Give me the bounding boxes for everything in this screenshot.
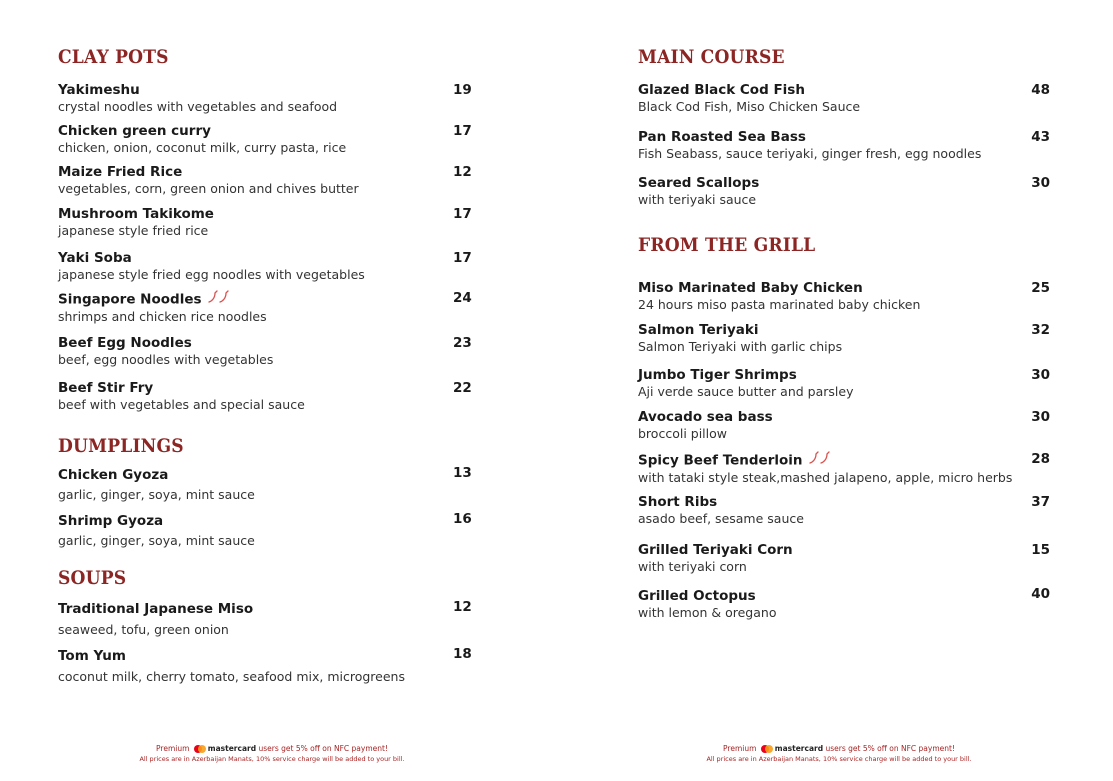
- menu-item-spicy-beef-tenderloin: [638, 451, 1058, 486]
- menu-item-miso-marinated-baby-chicken: [638, 280, 1058, 313]
- item-description: coconut milk, cherry tomato, seafood mix, microgreens: [58, 669, 405, 684]
- item-name: Tom Yum: [58, 648, 126, 664]
- menu-item-yaki-soba: [58, 250, 478, 283]
- item-description: with teriyaki corn: [638, 559, 747, 574]
- item-name: Grilled Teriyaki Corn: [638, 542, 793, 558]
- item-name: Salmon Teriyaki: [638, 322, 759, 338]
- item-price: 18: [453, 646, 472, 662]
- menu-item-short-ribs: [638, 494, 1058, 527]
- menu-item-chicken-green-curry: [58, 123, 478, 156]
- promo-line: [699, 744, 979, 754]
- brand-name: mastercard: [774, 744, 824, 753]
- item-price: 16: [453, 511, 472, 527]
- menu-item-traditional-japanese-miso: [58, 601, 478, 638]
- item-description: 24 hours miso pasta marinated baby chicken: [638, 297, 921, 312]
- item-description: Salmon Teriyaki with garlic chips: [638, 339, 843, 354]
- menu-item-glazed-black-cod-fish: [638, 82, 1058, 115]
- item-price: 23: [453, 335, 472, 351]
- menu-item-grilled-octopus: [638, 588, 1058, 621]
- item-description: asado beef, sesame sauce: [638, 511, 804, 526]
- item-price: 12: [453, 164, 472, 180]
- item-price: 25: [1031, 280, 1050, 296]
- promo-suffix: users get 5% off on NFC payment!: [825, 744, 955, 753]
- item-name: Glazed Black Cod Fish: [638, 82, 805, 98]
- promo-prefix: Premium: [723, 744, 757, 753]
- promo-suffix: users get 5% off on NFC payment!: [258, 744, 388, 753]
- menu-item-avocado-sea-bass: [638, 409, 1058, 442]
- item-price: 12: [453, 599, 472, 615]
- mastercard-logo-icon: [761, 745, 773, 753]
- item-name: Yaki Soba: [58, 250, 132, 266]
- chili-pepper-icon: [807, 451, 833, 470]
- item-name-row: [638, 451, 1058, 470]
- item-name: Jumbo Tiger Shrimps: [638, 367, 797, 383]
- menu-item-chicken-gyoza: [58, 467, 478, 503]
- item-description: shrimps and chicken rice noodles: [58, 309, 267, 324]
- section-title-from-the-grill: FROM THE GRILL: [638, 234, 816, 256]
- menu-item-mushroom-takikome: [58, 206, 478, 239]
- mastercard-logo-icon: [194, 745, 206, 753]
- item-price: 28: [1031, 451, 1050, 467]
- section-title-dumplings: DUMPLINGS: [58, 435, 184, 457]
- item-description: garlic, ginger, soya, mint sauce: [58, 487, 255, 502]
- menu-item-shrimp-gyoza: [58, 513, 478, 549]
- item-price: 17: [453, 206, 472, 222]
- menu-item-tom-yum: [58, 648, 478, 685]
- item-name: Traditional Japanese Miso: [58, 601, 254, 617]
- item-price: 19: [453, 82, 472, 98]
- promo-line: [132, 744, 412, 754]
- item-name: Miso Marinated Baby Chicken: [638, 280, 863, 296]
- item-price: 24: [453, 290, 472, 306]
- menu-item-jumbo-tiger-shrimps: [638, 367, 1058, 400]
- item-price: 17: [453, 123, 472, 139]
- menu-item-salmon-teriyaki: [638, 322, 1058, 355]
- item-description: beef, egg noodles with vegetables: [58, 352, 274, 367]
- price-note: All prices are in Azerbaijan Manats, 10% service charge will be added to your bill.: [139, 755, 405, 763]
- item-description: vegetables, corn, green onion and chives butter: [58, 181, 359, 196]
- item-description: crystal noodles with vegetables and seafood: [58, 99, 338, 114]
- price-note: All prices are in Azerbaijan Manats, 10% service charge will be added to your bill.: [706, 755, 972, 763]
- item-description: garlic, ginger, soya, mint sauce: [58, 533, 255, 548]
- item-price: 30: [1031, 367, 1050, 383]
- item-price: 15: [1031, 542, 1050, 558]
- item-price: 43: [1031, 129, 1050, 145]
- item-price: 13: [453, 465, 472, 481]
- item-description: with teriyaki sauce: [638, 192, 757, 207]
- menu-item-seared-scallops: [638, 175, 1058, 208]
- item-description: with tataki style steak,mashed jalapeno, apple, micro herbs: [638, 470, 1013, 485]
- item-price: 17: [453, 250, 472, 266]
- item-name: Grilled Octopus: [638, 588, 756, 604]
- item-name: Maize Fried Rice: [58, 164, 183, 180]
- menu-item-yakimeshu: [58, 82, 478, 115]
- section-title-clay-pots: CLAY POTS: [58, 46, 169, 68]
- item-price: 30: [1031, 175, 1050, 191]
- item-description: with lemon & oregano: [638, 605, 777, 620]
- item-price: 37: [1031, 494, 1050, 510]
- item-name: Beef Egg Noodles: [58, 335, 192, 351]
- item-description: Aji verde sauce butter and parsley: [638, 384, 854, 399]
- item-name: Avocado sea bass: [638, 409, 773, 425]
- item-description: chicken, onion, coconut milk, curry pasta, rice: [58, 140, 347, 155]
- item-description: seaweed, tofu, green onion: [58, 622, 229, 637]
- chili-pepper-icon: [206, 290, 232, 309]
- item-name: Singapore Noodles: [58, 291, 202, 308]
- item-name: Yakimeshu: [58, 82, 140, 98]
- item-price: 48: [1031, 82, 1050, 98]
- menu-item-grilled-teriyaki-corn: [638, 542, 1058, 575]
- item-description: Black Cod Fish, Miso Chicken Sauce: [638, 99, 861, 114]
- item-price: 32: [1031, 322, 1050, 338]
- item-description: japanese style fried rice: [58, 223, 209, 238]
- item-name: Shrimp Gyoza: [58, 513, 164, 529]
- item-price: 40: [1031, 586, 1050, 602]
- menu-item-maize-fried-rice: [58, 164, 478, 197]
- menu-item-beef-stir-fry: [58, 380, 478, 413]
- footer-notice-right: [699, 744, 979, 764]
- item-price: 22: [453, 380, 472, 396]
- item-description: broccoli pillow: [638, 426, 727, 441]
- menu-item-beef-egg-noodles: [58, 335, 478, 368]
- item-name: Spicy Beef Tenderloin: [638, 452, 803, 469]
- item-description: beef with vegetables and special sauce: [58, 397, 305, 412]
- section-title-soups: SOUPS: [58, 567, 127, 589]
- menu-item-pan-roasted-sea-bass: [638, 129, 1058, 162]
- footer-notice-left: [132, 744, 412, 764]
- item-price: 30: [1031, 409, 1050, 425]
- item-name: Pan Roasted Sea Bass: [638, 129, 806, 145]
- brand-name: mastercard: [207, 744, 257, 753]
- item-name: Short Ribs: [638, 494, 718, 510]
- item-description: Fish Seabass, sauce teriyaki, ginger fresh, egg noodles: [638, 146, 982, 161]
- item-description: japanese style fried egg noodles with vegetables: [58, 267, 365, 282]
- item-name-row: [58, 290, 478, 309]
- section-title-main-course: MAIN COURSE: [638, 46, 785, 68]
- item-name: Seared Scallops: [638, 175, 760, 191]
- promo-prefix: Premium: [156, 744, 190, 753]
- menu-item-singapore-noodles: [58, 290, 478, 325]
- item-name: Mushroom Takikome: [58, 206, 214, 222]
- item-name: Chicken green curry: [58, 123, 211, 139]
- item-name: Chicken Gyoza: [58, 467, 169, 483]
- item-name: Beef Stir Fry: [58, 380, 154, 396]
